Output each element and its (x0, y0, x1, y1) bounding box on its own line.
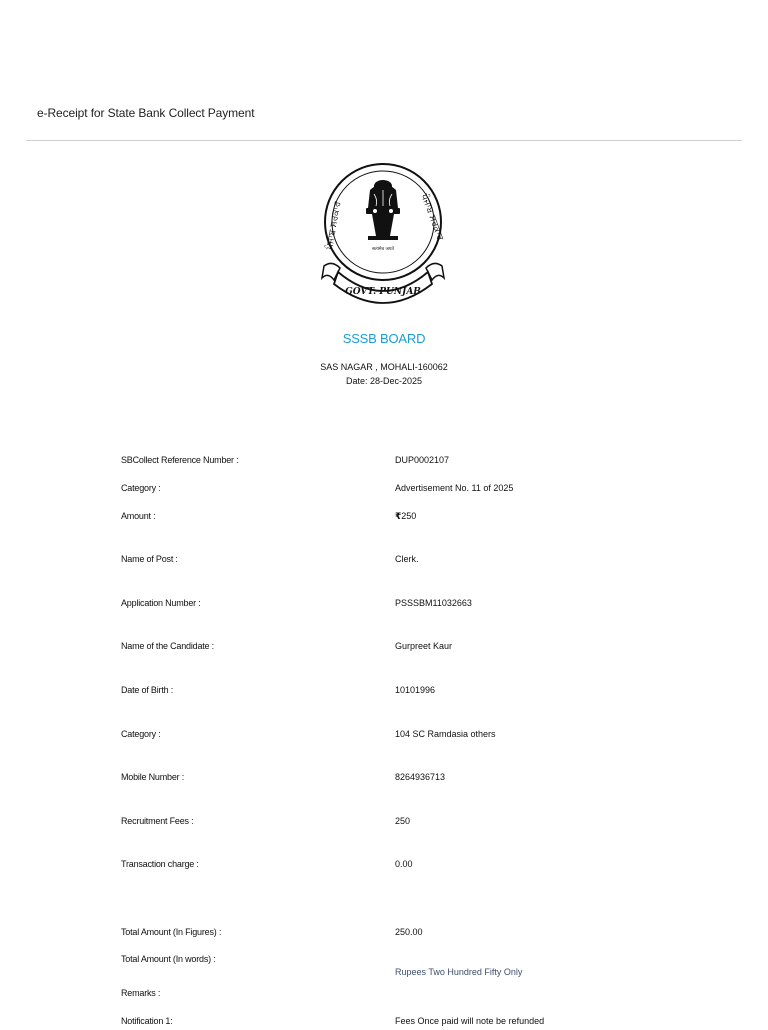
field-label: Name of Post : (121, 554, 178, 564)
receipt-date: Date: 28-Dec-2025 (345, 376, 423, 386)
field-row-application-number (0, 598, 768, 612)
field-label: Name of the Candidate : (121, 641, 214, 651)
rupee-icon: ₹ (395, 511, 402, 521)
field-value: Clerk. (395, 554, 419, 564)
field-value: 8264936713 (395, 772, 446, 782)
field-label: Amount : (121, 511, 156, 521)
field-row-name-of-post (0, 554, 768, 568)
field-row-date-of-birth (0, 685, 768, 699)
emblem-right-inscription: ਪੰਜਾਬ ਸਰਕਾਰ (418, 192, 445, 242)
emblem-left-inscription: ਪੰਜਾਬ ਸਰਕਾਰ (324, 200, 344, 251)
field-label: Transaction charge : (121, 859, 199, 869)
field-value: Gurpreet Kaur (395, 641, 453, 651)
field-row-total-figures (0, 927, 768, 941)
emblem-banner-text: GOVT. PUNJAB (345, 287, 421, 297)
field-row-candidate-name (0, 641, 768, 655)
field-row-amount (0, 511, 768, 525)
field-value: PSSSBM11032663 (395, 598, 472, 608)
field-value: 0.00 (395, 859, 413, 869)
field-value-amount (395, 511, 416, 522)
field-label: Total Amount (In words) : (121, 954, 216, 964)
field-label: Category : (121, 729, 161, 739)
field-label: Mobile Number : (121, 772, 185, 782)
field-label: Category : (121, 483, 161, 493)
receipt-header-title: e-Receipt for State Bank Collect Payment (37, 106, 255, 120)
header-divider (26, 140, 742, 141)
field-row-remarks (0, 988, 768, 1002)
field-value: Advertisement No. 11 of 2025 (395, 483, 514, 493)
field-row-mobile-number (0, 772, 768, 786)
field-value: 10101996 (395, 685, 436, 695)
field-value: Fees Once paid will note be refunded (395, 1016, 545, 1026)
field-label: Notification 1: (121, 1016, 173, 1026)
field-row-total-words (0, 954, 768, 977)
field-label: Remarks : (121, 988, 161, 998)
field-row-category-caste (0, 729, 768, 743)
govt-punjab-emblem-icon (320, 160, 446, 310)
field-row-category (0, 483, 768, 497)
field-label: Recruitment Fees : (121, 816, 194, 826)
field-value: 250.00 (395, 927, 423, 937)
field-row-sbcollect-reference (0, 455, 768, 469)
field-row-transaction-charge (0, 859, 768, 873)
emblem-motto: सत्यमेव जयते (371, 247, 395, 252)
field-value: Rupees Two Hundred Fifty Only (395, 967, 523, 977)
field-label: Application Number : (121, 598, 201, 608)
field-row-notification-1 (0, 1016, 768, 1030)
field-label: Date of Birth : (121, 685, 174, 695)
field-value: 250 (395, 816, 411, 826)
amount-value: 250 (401, 511, 417, 521)
field-label: Total Amount (In Figures) : (121, 927, 222, 937)
field-row-recruitment-fees (0, 816, 768, 830)
organization-name: SSSB BOARD (342, 331, 426, 346)
organization-address: SAS NAGAR , MOHALI-160062 (320, 362, 448, 372)
field-value: DUP0002107 (395, 455, 450, 465)
field-value: 104 SC Ramdasia others (395, 729, 496, 739)
field-label: SBCollect Reference Number : (121, 455, 239, 465)
